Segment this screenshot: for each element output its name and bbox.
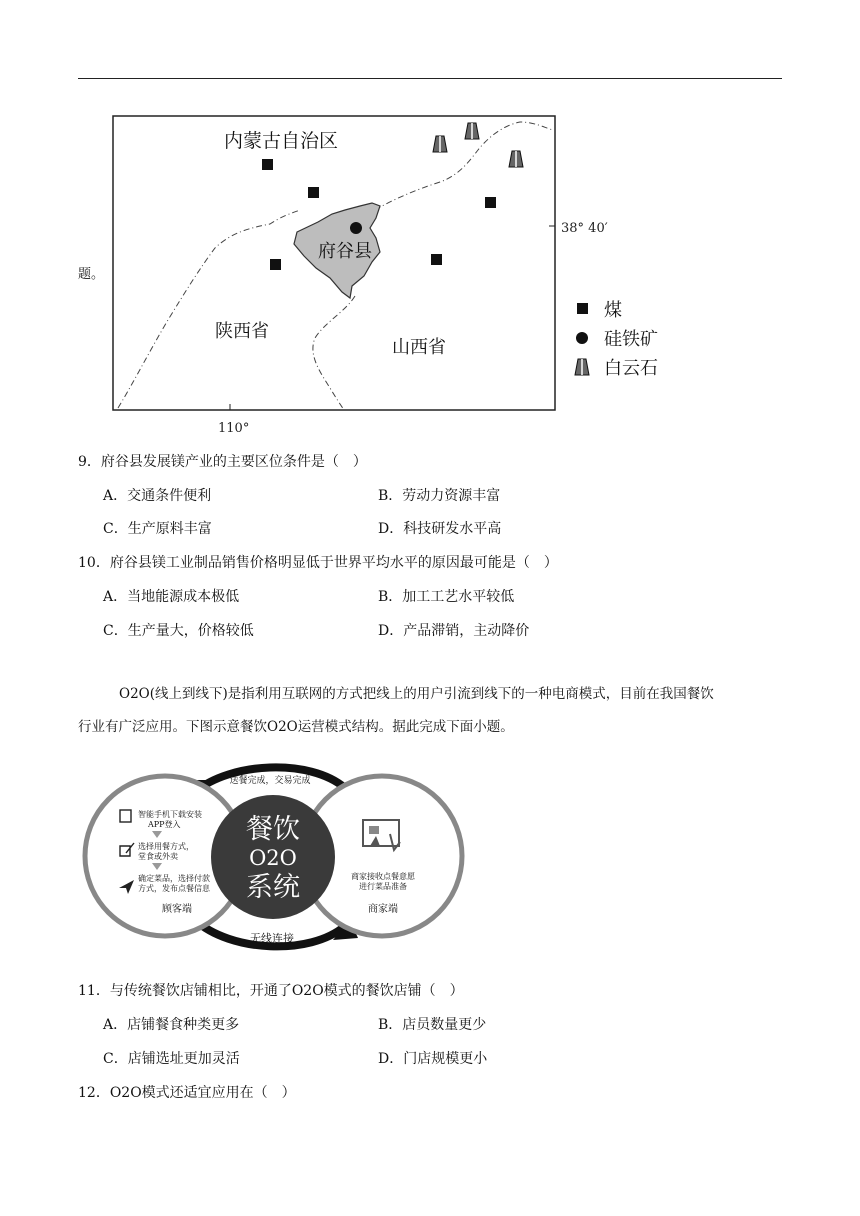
ferrosilicon-marker xyxy=(350,222,362,234)
question-11-option-b: B．店员数量更少 xyxy=(378,1017,487,1033)
customer-step-3-line-1: 确定菜品，选择付款 xyxy=(138,874,210,883)
label-shaanxi: 陕西省 xyxy=(215,321,269,342)
border-line xyxy=(375,122,553,210)
customer-step-2-line-2: 堂食或外卖 xyxy=(138,852,178,861)
merchant-step-line-2: 进行菜品准备 xyxy=(359,882,407,891)
question-12-stem: 12．O2O模式还适宜应用在（ ） xyxy=(78,1085,296,1101)
map-legend xyxy=(575,300,658,379)
legend-dolomite-label: 白云石 xyxy=(604,358,658,379)
question-11-option-c: C．店铺选址更加灵活 xyxy=(103,1051,240,1067)
question-10-stem: 10．府谷县镁工业制品销售价格明显低于世界平均水平的原因最可能是（ ） xyxy=(78,555,558,571)
dolomite-marker xyxy=(465,123,479,139)
top-arc-label: 送餐完成，交易完成 xyxy=(229,776,311,786)
center-line-3: 系统 xyxy=(246,872,300,903)
bottom-arc-label: 无线连接 xyxy=(250,932,294,945)
customer-step-2-line-1: 选择用餐方式， xyxy=(138,842,194,851)
coal-marker xyxy=(270,259,281,270)
coal-marker xyxy=(262,159,273,170)
fugu-map xyxy=(0,0,860,440)
center-line-1: 餐饮 xyxy=(246,814,300,845)
coal-marker xyxy=(431,254,442,265)
longitude-label: 110° xyxy=(218,421,250,436)
customer-step-1-line-1: 智能手机下载安装 xyxy=(138,810,202,819)
legend-ferrosilicon-icon xyxy=(576,332,588,344)
customer-step-3-line-2: 方式，发布点餐信息 xyxy=(138,884,210,893)
label-fugu: 府谷县 xyxy=(318,241,372,262)
question-11-stem: 11．与传统餐饮店铺相比，开通了O2O模式的餐饮店铺（ ） xyxy=(78,983,464,999)
question-9-option-b: B．劳动力资源丰富 xyxy=(378,488,501,504)
coal-marker xyxy=(485,197,496,208)
question-10-option-a: A．当地能源成本极低 xyxy=(103,589,240,605)
legend-coal-label: 煤 xyxy=(604,300,622,321)
legend-dolomite-icon xyxy=(575,359,589,375)
dolomite-marker xyxy=(509,151,523,167)
merchant-step-line-1: 商家接收点餐意愿 xyxy=(351,872,415,881)
dolomite-marker xyxy=(433,136,447,152)
coal-marker xyxy=(308,187,319,198)
question-9-stem: 9．府谷县发展镁产业的主要区位条件是（ ） xyxy=(78,454,367,470)
question-9-option-a: A．交通条件便利 xyxy=(103,488,212,504)
question-10-option-d: D．产品滞销，主动降价 xyxy=(378,623,530,639)
label-shanxi: 山西省 xyxy=(392,337,446,358)
question-9-option-c: C．生产原料丰富 xyxy=(103,521,212,537)
label-inner-mongolia: 内蒙古自治区 xyxy=(224,130,339,152)
latitude-label: 38° 40′ xyxy=(561,221,608,236)
left-fragment: 题。 xyxy=(78,267,105,282)
legend-ferrosilicon-label: 硅铁矿 xyxy=(604,329,658,350)
border-line xyxy=(313,296,355,410)
question-10-option-c: C．生产量大，价格较低 xyxy=(103,623,254,639)
question-11-option-d: D．门店规模更小 xyxy=(378,1051,488,1067)
question-11-option-a: A．店铺餐食种类更多 xyxy=(103,1017,240,1033)
legend-coal-icon xyxy=(577,303,588,314)
center-line-2: O2O xyxy=(249,846,297,870)
border-line xyxy=(118,210,300,408)
customer-label: 顾客端 xyxy=(162,904,192,915)
passage-line-2: 行业有广泛应用。下图示意餐饮O2O运营模式结构。据此完成下面小题。 xyxy=(78,719,514,735)
passage-line-1: O2O(线上到线下)是指利用互联网的方式把线上的用户引流到线下的一种电商模式，目前在我国餐饮 xyxy=(119,686,714,702)
o2o-diagram xyxy=(80,750,470,965)
customer-step-1-line-2: APP登入 xyxy=(148,820,181,829)
question-9-option-d: D．科技研发水平高 xyxy=(378,521,502,537)
merchant-label: 商家端 xyxy=(368,904,398,915)
question-10-option-b: B．加工工艺水平较低 xyxy=(378,589,515,605)
